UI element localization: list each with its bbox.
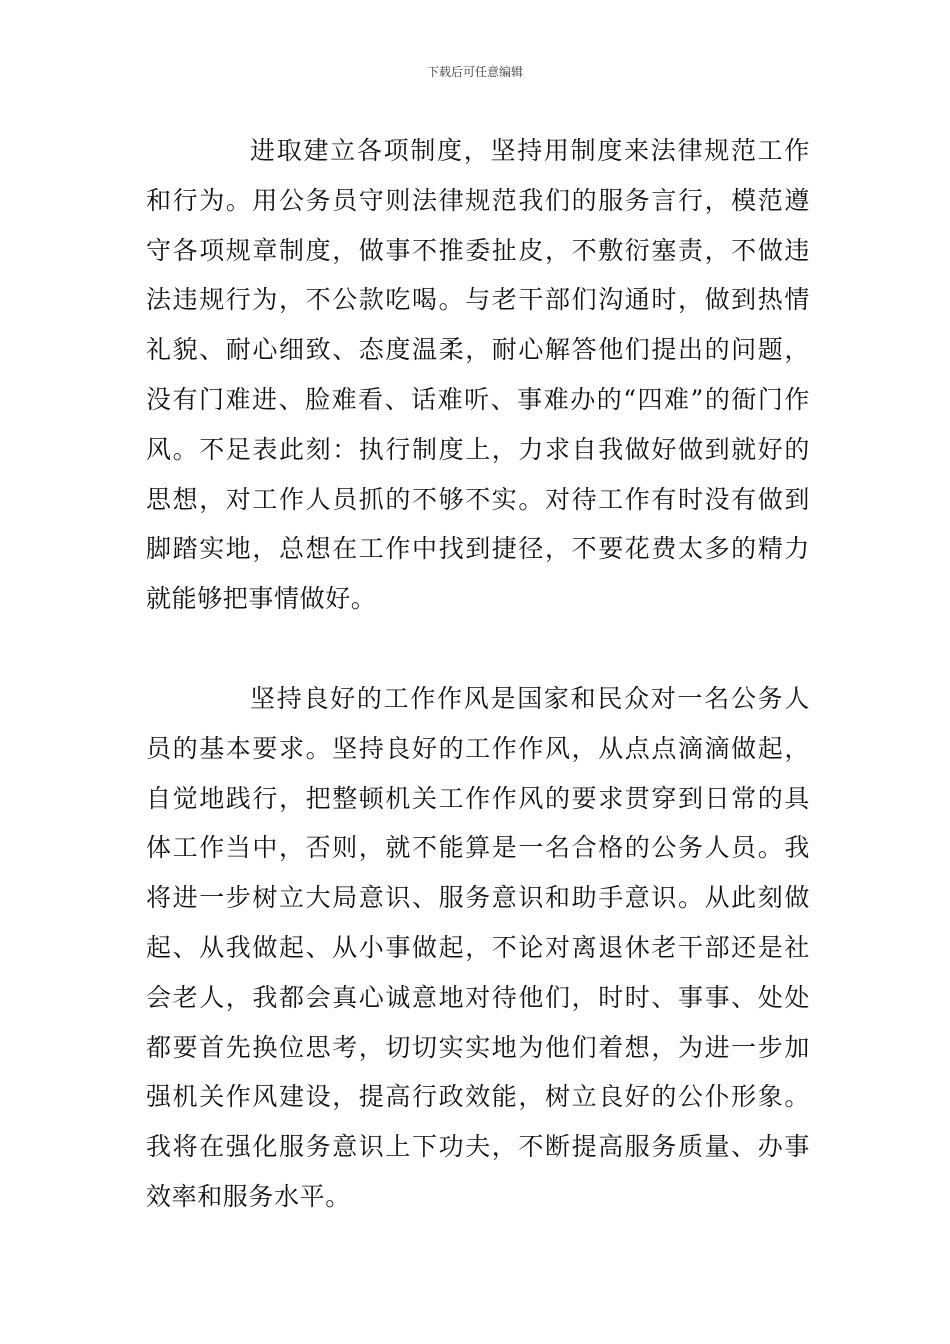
paragraph-1: 进取建立各项制度，坚持用制度来法律规范工作和行为。用公务员守则法律规范我们的服务言行，模范遵守各项规章制度，做事不推委扯皮，不敷衍塞责，不做违法违规行为，不公款吃喝。与老干部们沟通时，做到热情礼貌、耐心细致、态度温柔，耐心解答他们提出的问题，没有门难进、脸难看、话难听、事难办的“四难”的衙门作风。不足表此刻：执行制度上，力求自我做好做到就好的思想，对工作人员抓的不够不实。对待工作有时没有做到脚踏实地，总想在工作中找到捷径，不要花费太多的精力就能够把事情做好。: [146, 136, 810, 614]
page-header: 下载后可任意编辑: [426, 65, 523, 79]
paragraph-2: 坚持良好的工作作风是国家和民众对一名公务人员的基本要求。坚持良好的工作作风，从点点滴滴做起，自觉地践行，把整顿机关工作作风的要求贯穿到日常的具体工作当中，否则，就不能算是一名合格的公务人员。我将进一步树立大局意识、服务意识和助手意识。从此刻做起、从我做起、从小事做起，不论对离退休老干部还是社会老人，我都会真心诚意地对待他们，时时、事事、处处都要首先换位思考，切切实实地为他们着想，为进一步加强机关作风建设，提高行政效能，树立良好的公仆形象。我将在强化服务意识上下功夫，不断提高服务质量、办事效率和服务水平。: [146, 684, 810, 1211]
